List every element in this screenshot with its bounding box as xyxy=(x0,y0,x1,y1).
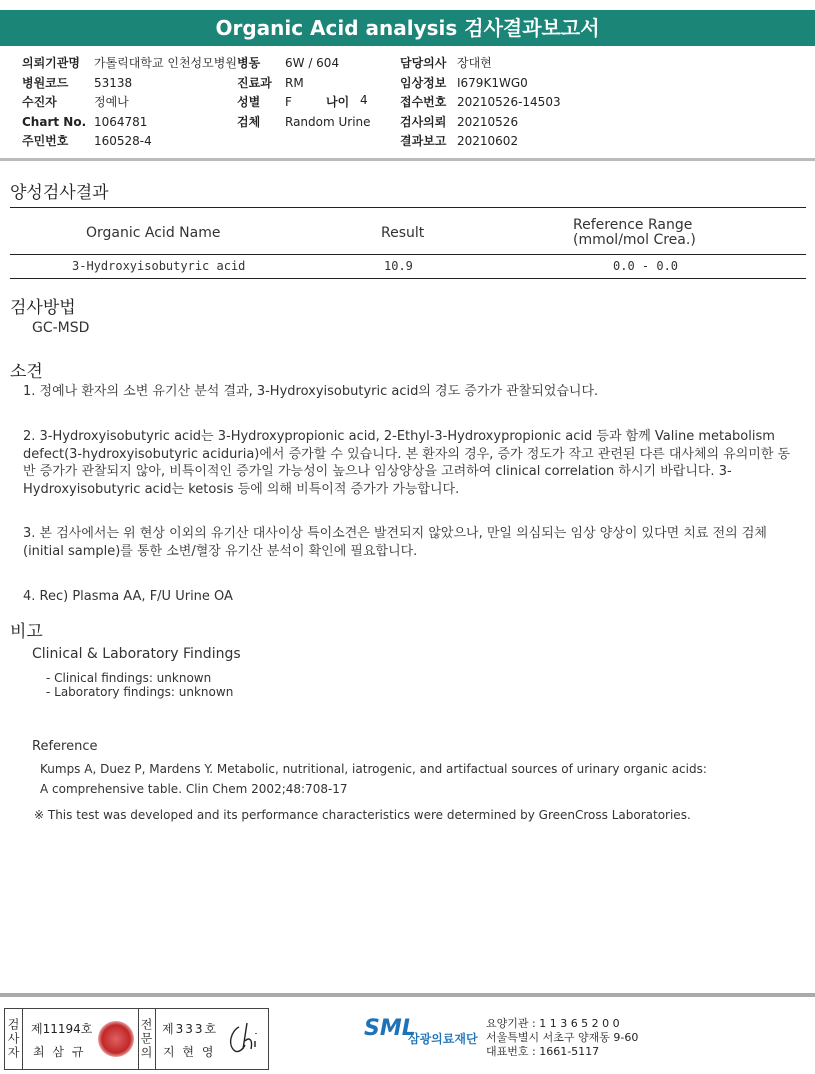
clinical-value: I679K1WG0 xyxy=(457,75,528,90)
table-header-rule xyxy=(10,254,806,255)
doctor-label-vertical: 전문의 xyxy=(138,1009,156,1069)
ward-label: 병동 xyxy=(237,56,261,70)
sex-value: F xyxy=(285,95,292,109)
header-divider xyxy=(0,158,815,161)
clinical-findings: - Clinical findings: unknown xyxy=(46,671,212,685)
table-bottom-rule xyxy=(10,278,806,279)
patient-value: 정예나 xyxy=(94,95,129,109)
org-name: 삼광의료재단 xyxy=(408,1032,478,1046)
id-label: 주민번호 xyxy=(22,134,69,148)
doctor-signature xyxy=(225,1019,265,1059)
method-heading: 검사방법 xyxy=(10,298,76,318)
laboratory-findings: - Laboratory findings: unknown xyxy=(46,685,234,699)
request-value: 20210526 xyxy=(457,114,519,129)
tester-label: 검사자 xyxy=(5,1009,23,1069)
doctor-label: 담당의사 xyxy=(400,56,447,70)
sex-label: 성별 xyxy=(237,95,261,109)
logo-mark: SML xyxy=(364,1016,416,1041)
table-top-rule xyxy=(10,207,806,208)
report-value: 20210602 xyxy=(457,134,519,148)
doctor-name: 지 현 영 xyxy=(163,1045,216,1059)
chart-value: 1064781 xyxy=(94,114,148,129)
method-value: GC-MSD xyxy=(32,320,90,336)
clinical-label: 임상정보 xyxy=(400,75,447,90)
receipt-value: 20210526-14503 xyxy=(457,95,561,109)
findings-heading: 소견 xyxy=(10,362,43,382)
id-value: 160528-4 xyxy=(94,134,152,148)
doctor-value: 장대현 xyxy=(457,56,492,70)
org-phone: 대표번호 : 1661-5117 xyxy=(486,1045,600,1058)
finding-1: 1. 정예나 환자의 소변 유기산 분석 결과, 3-Hydroxyisobutyric acid의 경도 증가가 관찰되었습니다. xyxy=(23,384,599,399)
report-label: 결과보고 xyxy=(400,134,447,148)
col-ref-header: Reference Range xyxy=(573,217,693,233)
org-address-block xyxy=(486,1017,638,1059)
tester-name: 최 삼 규 xyxy=(33,1045,86,1059)
sml-logo xyxy=(364,1016,478,1046)
specimen-value: Random Urine xyxy=(285,114,371,129)
tester-number: 제11194호 xyxy=(31,1022,93,1036)
col-result-header: Result xyxy=(381,225,425,241)
remarks-heading: 비고 xyxy=(10,622,43,642)
reference-heading: Reference xyxy=(32,739,98,754)
lab-note: ※ This test was developed and its performance characteristics were determined by GreenCross Laboratories. xyxy=(34,808,691,822)
row-acid-name: 3-Hydroxyisobutyric acid xyxy=(72,259,246,273)
reference-line-2: A comprehensive table. Clin Chem 2002;48:708-17 xyxy=(40,782,348,796)
finding-4: 4. Rec) Plasma AA, F/U Urine OA xyxy=(23,589,233,604)
col-name-header: Organic Acid Name xyxy=(86,225,221,241)
finding-3: 3. 본 검사에서는 위 현상 이외의 유기산 대사이상 특이소견은 발견되지 않았으나, 만일 의심되는 임상 양상이 있다면 치료 전의 검체 (initial sample)를 통한 소변/혈장 유기산 분석이 확인에 필요합니다. xyxy=(23,526,767,559)
hospital-label: 의뢰기관명 xyxy=(22,56,80,70)
specimen-label: 검체 xyxy=(237,114,261,129)
footer-divider xyxy=(0,993,815,997)
age-value: 4 xyxy=(360,93,368,107)
request-label: 검사의뢰 xyxy=(400,114,447,129)
row-acid-ref: 0.0 - 0.0 xyxy=(613,259,679,273)
doctor-number: 제333호 xyxy=(162,1022,219,1036)
finding-2: 2. 3-Hydroxyisobutyric acid는 3-Hydroxypropionic acid, 2-Ethyl-3-Hydroxypropionic acid 등과 함께 Valine metabolism defect(3-hydroxyisobutyric aciduria)에서 증가할 수 있습니다. 본 환자의 경우, 증가 정도가 작고 관련된 다른 대사체의 유의미한 동반 증가가 관찰되지 않아, 비특이적인 증가일 가능성이 높으나 임상양상을 고려하여 clinical correlation 하시기 바랍니다. 3-Hydroxyisobutyric acid는 ketosis 등에 의해 비특이적 증가가 가능합니다. xyxy=(23,429,791,497)
receipt-label: 접수번호 xyxy=(400,95,447,109)
report-title: Organic Acid analysis 검사결과보고서 xyxy=(0,10,815,46)
info-column-3 xyxy=(400,54,561,152)
remarks-subheading: Clinical & Laboratory Findings xyxy=(32,646,241,662)
row-acid-result: 10.9 xyxy=(384,259,413,273)
positive-heading: 양성검사결과 xyxy=(10,183,109,203)
info-column-2 xyxy=(237,54,371,132)
code-value: 53138 xyxy=(94,75,133,90)
institution-code: 요양기관 : 1 1 3 6 5 2 0 0 xyxy=(486,1017,620,1030)
chart-label: Chart No. xyxy=(22,114,87,129)
signature-box xyxy=(4,1008,269,1070)
ward-value: 6W / 604 xyxy=(285,56,340,70)
code-label: 병원코드 xyxy=(22,75,69,90)
age-label: 나이 xyxy=(326,95,350,109)
info-column-1 xyxy=(22,54,237,152)
col-ref-unit-header: (mmol/mol Crea.) xyxy=(573,232,696,248)
patient-label: 수진자 xyxy=(22,95,57,109)
org-address: 서울특별시 서초구 양재동 9-60 xyxy=(486,1031,639,1044)
dept-label: 진료과 xyxy=(237,75,272,90)
hospital-value: 가톨릭대학교 인천성모병원 xyxy=(94,56,237,70)
reference-line-1: Kumps A, Duez P, Mardens Y. Metabolic, nutritional, iatrogenic, and artifactual sources of urinary organic acids: xyxy=(40,762,707,776)
dept-value: RM xyxy=(285,75,304,90)
official-seal xyxy=(98,1021,134,1057)
